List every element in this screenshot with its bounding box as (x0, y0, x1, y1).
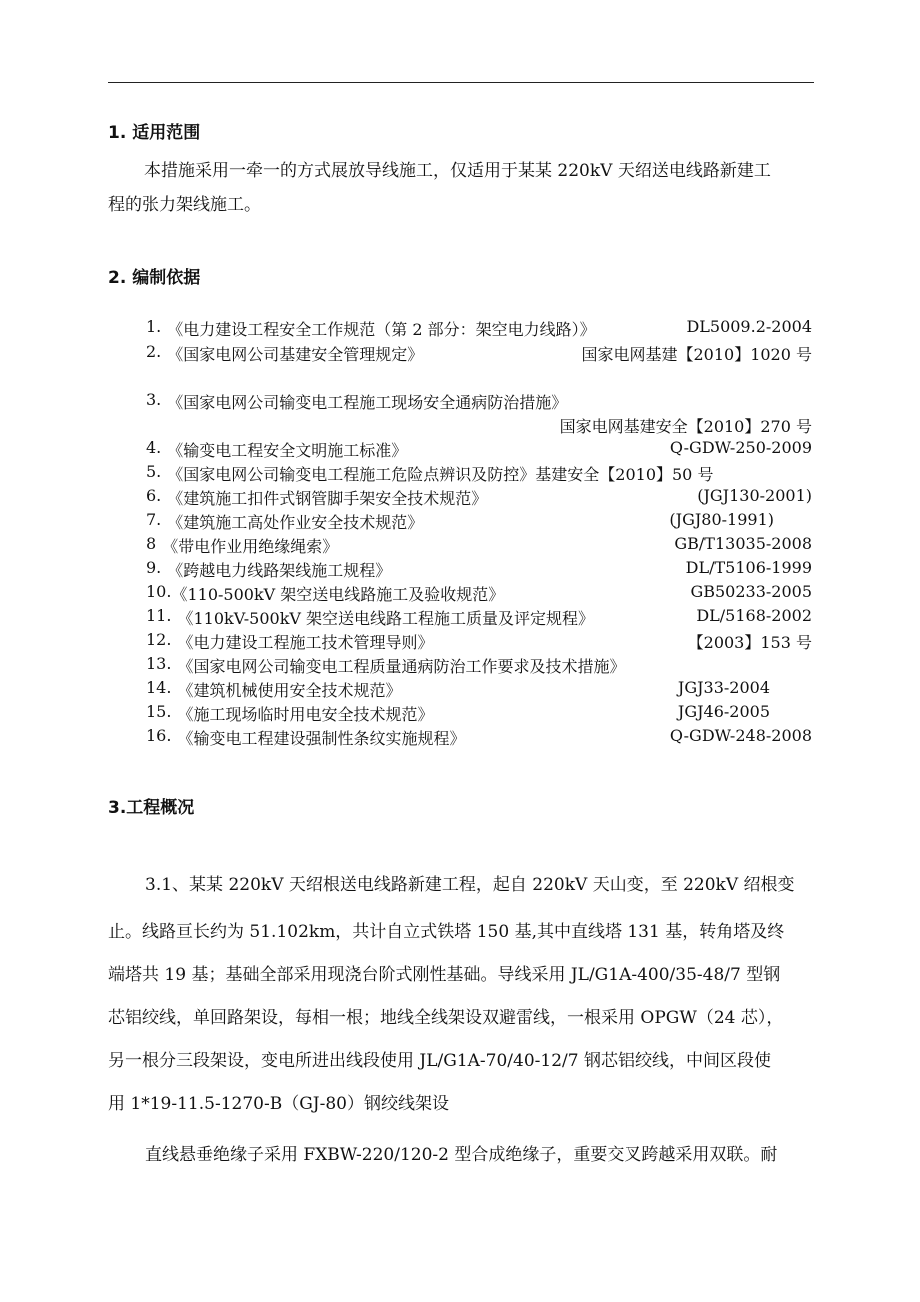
ref-code: JGJ46-2005 (677, 702, 770, 721)
ref-number: 1. (146, 317, 162, 336)
ref-title: 《电力建设工程安全工作规范（第 2 部分：架空电力线路）》 (167, 320, 596, 339)
ref-number: 5. (146, 462, 162, 481)
reference-item (146, 654, 812, 677)
ref-code: Q-GDW-248-2008 (669, 726, 812, 745)
ref-number: 4. (146, 438, 162, 457)
section-1-line-1: 本措施采用一牵一的方式展放导线施工，仅适用于某某 220kV 天绍送电线路新建工 (144, 161, 771, 181)
ref-title: 《国家电网公司输变电工程施工危险点辨识及防控》 (167, 465, 536, 484)
ref-title: 《国家电网公司基建安全管理规定》 (167, 345, 424, 364)
ref-number: 10. (146, 582, 172, 601)
reference-item (146, 606, 812, 629)
ref-code: 【2003】153 号 (687, 633, 812, 652)
ref-title: 《输变电工程安全文明施工标准》 (167, 441, 408, 460)
ref-title: 《施工现场临时用电安全技术规范》 (177, 705, 434, 724)
reference-item (146, 342, 812, 365)
ref-code: 国家电网基建【2010】1020 号 (581, 345, 812, 364)
ref-code: DL5009.2-2004 (686, 317, 812, 336)
reference-item (146, 390, 812, 413)
ref-code: GB50233-2005 (690, 582, 812, 601)
ref-code: 国家电网基建安全【2010】270 号 (559, 417, 812, 436)
section-3-line-6: 用 1*19-11.5-1270-B（GJ-80）钢绞线架设 (108, 1094, 449, 1114)
ref-title: 《国家电网公司输变电工程施工现场安全通病防治措施》 (167, 393, 568, 412)
reference-item (146, 678, 812, 701)
ref-number: 9. (146, 558, 162, 577)
ref-title: 《建筑施工扣件式钢管脚手架安全技术规范》 (167, 489, 488, 508)
section-2-heading: 2. 编制依据 (108, 268, 201, 288)
section-3-line-2: 止。线路亘长约为 51.102km，共计自立式铁塔 150 基,其中直线塔 131 基，转角塔及终 (108, 922, 785, 942)
section-3-line-1: 3.1、某某 220kV 天绍根送电线路新建工程，起自 220kV 天山变，至 220kV 绍根变 (145, 875, 795, 895)
ref-number: 12. (146, 630, 172, 649)
ref-number: 11. (146, 606, 172, 625)
ref-code: DL/T5106-1999 (685, 558, 812, 577)
ref-number: 7. (146, 510, 162, 529)
ref-code: GB/T13035-2008 (674, 534, 812, 553)
section-3-line-4: 芯铝绞线，单回路架设，每相一根；地线全线架设双避雷线，一根采用 OPGW（24 芯）， (108, 1008, 784, 1028)
section-1-line-2: 程的张力架线施工。 (108, 195, 261, 215)
ref-title: 《110-500kV 架空送电线路施工及验收规范》 (171, 585, 505, 604)
reference-item (146, 317, 812, 340)
ref-number: 13. (146, 654, 172, 673)
ref-title: 《110kV-500kV 架空送电线路工程施工质量及评定规程》 (177, 609, 595, 628)
ref-number: 6. (146, 486, 162, 505)
ref-code: 基建安全【2010】50 号 (535, 465, 714, 484)
ref-title: 《建筑机械使用安全技术规范》 (177, 681, 402, 700)
ref-code: (JGJ130-2001) (697, 486, 812, 505)
section-3-line-3: 端塔共 19 基；基础全部采用现浇台阶式刚性基础。导线采用 JL/G1A-400/35-48/7 型钢 (108, 965, 781, 985)
reference-item (146, 726, 812, 749)
ref-title: 《带电作业用绝缘绳索》 (162, 537, 339, 556)
ref-number: 16. (146, 726, 172, 745)
ref-code: (JGJ80-1991) (669, 510, 774, 529)
reference-item (146, 462, 812, 485)
reference-item (146, 438, 812, 461)
ref-title: 《国家电网公司输变电工程质量通病防治工作要求及技术措施》 (177, 657, 626, 676)
header-rule (108, 82, 814, 83)
reference-item (146, 630, 812, 653)
section-1-heading: 1. 适用范围 (108, 123, 201, 143)
ref-title: 《输变电工程建设强制性条纹实施规程》 (177, 729, 466, 748)
reference-item (146, 558, 812, 581)
reference-item (146, 486, 812, 509)
reference-item (146, 702, 812, 725)
section-3-line-5: 另一根分三段架设，变电所进出线段使用 JL/G1A-70/40-12/7 钢芯铝绞线，中间区段使 (108, 1051, 771, 1071)
reference-item (146, 534, 812, 557)
ref-number: 15. (146, 702, 172, 721)
ref-title: 《电力建设工程施工技术管理导则》 (177, 633, 434, 652)
ref-code: JGJ33-2004 (677, 678, 770, 697)
section-3-heading: 3.工程概况 (108, 798, 195, 818)
section-3-line-7: 直线悬垂绝缘子采用 FXBW-220/120-2 型合成绝缘子，重要交叉跨越采用双联。耐 (145, 1145, 778, 1165)
ref-number: 3. (146, 390, 162, 409)
ref-title: 《建筑施工高处作业安全技术规范》 (167, 513, 424, 532)
reference-item (146, 510, 812, 533)
ref-number: 8 (146, 534, 157, 553)
reference-item (146, 582, 812, 605)
ref-code: Q-GDW-250-2009 (669, 438, 812, 457)
ref-code: DL/5168-2002 (696, 606, 812, 625)
ref-number: 14. (146, 678, 172, 697)
ref-title: 《跨越电力线路架线施工规程》 (167, 561, 392, 580)
ref-number: 2. (146, 342, 162, 361)
